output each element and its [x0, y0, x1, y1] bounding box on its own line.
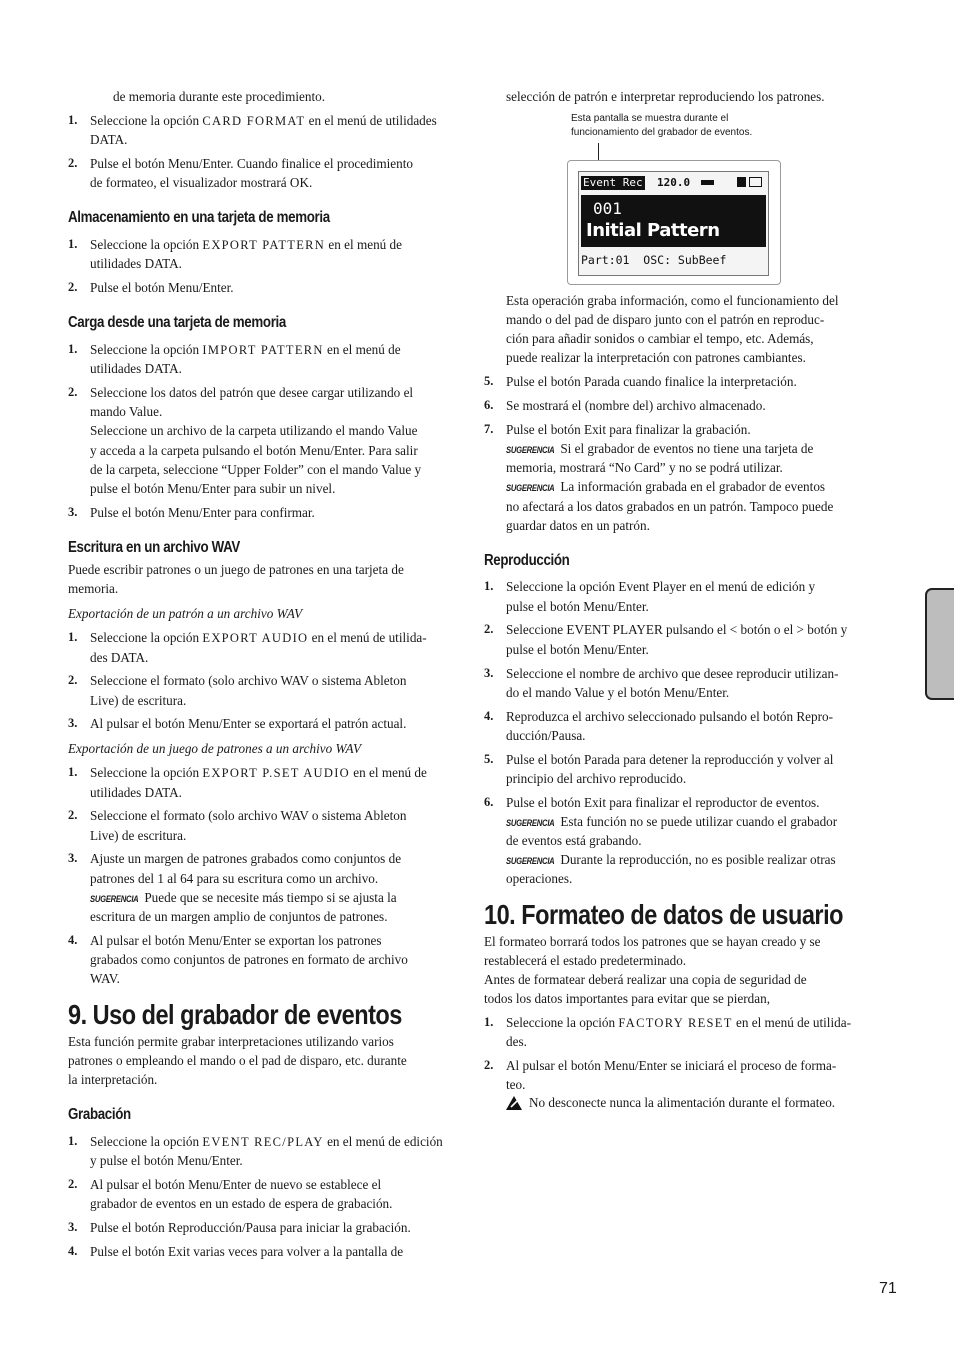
step-text: Pulse el botón Exit para finalizar la grabación.: [506, 422, 751, 437]
step-text: Se mostrará el (nombre del) archivo almacenado.: [506, 398, 766, 413]
step-number: 5.: [484, 752, 494, 766]
step-text: Seleccione el formato (solo archivo WAV o sistema Ableton: [90, 808, 407, 823]
text-line: Esta función permite grabar interpretaciones utilizando varios: [68, 1034, 394, 1049]
lcd-tempo: 120.0: [657, 176, 691, 189]
step-text: Seleccione los datos del patrón que desee cargar utilizando el: [90, 385, 414, 400]
figure-caption: Esta pantalla se muestra durante el: [571, 113, 729, 124]
heading-recording: Grabación: [68, 1106, 131, 1123]
step-text: Seleccione el formato (solo archivo WAV o sistema Ableton: [90, 673, 407, 688]
heading-save-card: Almacenamiento en una tarjeta de memoria: [68, 209, 330, 226]
lcd-mode: Event Rec: [583, 176, 643, 189]
step-text: Pulse el botón Exit varias veces para volver a la pantalla de: [90, 1244, 404, 1259]
tip-label: SUGERENCIA: [506, 818, 555, 828]
step-number: 1.: [68, 765, 78, 779]
step-text: utilidades DATA.: [90, 785, 182, 800]
step-text: Pulse el botón Menu/Enter para confirmar.: [90, 505, 315, 520]
step-text: operaciones.: [506, 871, 573, 886]
step-number: 5.: [484, 374, 494, 388]
text-line: Esta operación graba información, como el funcionamiento del: [506, 293, 839, 308]
step-number: 1.: [68, 630, 78, 644]
lcd-pattern-panel: [581, 195, 766, 247]
step-number: 7.: [484, 422, 494, 436]
step-text: pulse el botón Menu/Enter.: [506, 642, 649, 657]
lcd-part-info: Part:01 OSC: SubBeef: [581, 253, 727, 267]
step-text: Live) de escritura.: [90, 828, 187, 843]
step-text: Al pulsar el botón Menu/Enter de nuevo se establece el: [90, 1177, 382, 1192]
text-line: de memoria durante este procedimiento.: [113, 89, 326, 104]
section-title-9: 9. Uso del grabador de eventos: [68, 999, 402, 1030]
step-text: Pulse el botón Parada para detener la reproducción y volver al: [506, 752, 834, 767]
card-icon: [737, 177, 746, 187]
step-text: Pulse el botón Menu/Enter. Cuando finalice el procedimiento: [90, 156, 414, 171]
step-text: principio del archivo reproducido.: [506, 771, 687, 786]
step-number: 3.: [68, 716, 78, 730]
heading-playback: Reproducción: [484, 552, 570, 569]
step-text: y pulse el botón Menu/Enter.: [90, 1153, 243, 1168]
step-number: 1.: [484, 579, 494, 593]
step-text: Seleccione un archivo de la carpeta utilizando el mando Value: [90, 423, 418, 438]
step-text: guardar datos en un patrón.: [506, 518, 650, 533]
step-number: 6.: [484, 795, 494, 809]
step-text: memoria, mostrará “No Card” y no se podrá utilizar.: [506, 460, 783, 475]
step-text: Pulse el botón Parada cuando finalice la interpretación.: [506, 374, 797, 389]
text-line: patrones o empleando el mando o el pad de disparo, etc. durante: [68, 1053, 407, 1068]
step-text: do el mando Value y el botón Menu/Enter.: [506, 685, 730, 700]
step-number: 2.: [484, 1058, 494, 1072]
tip-line: SUGERENCIA La información grabada en el grabador de eventos: [506, 477, 825, 498]
step-text: ducción/Pausa.: [506, 728, 586, 743]
step-text: Reproduzca el archivo seleccionado pulsando el botón Repro-: [506, 709, 834, 724]
section-title-10: 10. Formateo de datos de usuario: [484, 899, 843, 930]
page-number: 71: [879, 1280, 897, 1297]
step-text: Seleccione el nombre de archivo que desee reproducir utilizan-: [506, 666, 839, 681]
step-text: des.: [506, 1034, 527, 1049]
step-text: Seleccione la opción FACTORY RESET en el menú de utilida-: [506, 1015, 851, 1030]
step-text: de formateo, el visualizador mostrará OK.: [90, 175, 313, 190]
step-text: WAV.: [90, 971, 120, 986]
step-number: 2.: [68, 808, 78, 822]
step-number: 3.: [484, 666, 494, 680]
text-line: ción para añadir sonidos o cambiar el tempo, etc. Además,: [506, 331, 814, 346]
step-text: Al pulsar el botón Menu/Enter se iniciará el proceso de forma-: [506, 1058, 837, 1073]
warning-text: No desconecte nunca la alimentación durante el formateo.: [529, 1095, 836, 1110]
lcd-screen: [578, 171, 769, 276]
step-text: DATA.: [90, 132, 128, 147]
text-line: puede realizar la interpretación con patrones cambiantes.: [506, 350, 806, 365]
step-number: 3.: [68, 505, 78, 519]
step-text: de la carpeta, seleccione “Upper Folder” con el mando Value y: [90, 462, 422, 477]
step-number: 2.: [68, 385, 78, 399]
tip-label: SUGERENCIA: [506, 483, 555, 493]
tip-line: SUGERENCIA Si el grabador de eventos no tiene una tarjeta de: [506, 439, 813, 460]
tip-line: SUGERENCIA Esta función no se puede utilizar cuando el grabador: [506, 812, 837, 833]
step-number: 2.: [484, 622, 494, 636]
step-number: 2.: [68, 1177, 78, 1191]
step-text: Seleccione la opción IMPORT PATTERN en el menú de: [90, 342, 401, 357]
text-line: selección de patrón e interpretar reproduciendo los patrones.: [506, 89, 825, 104]
step-text: Al pulsar el botón Menu/Enter se exportará el patrón actual.: [90, 716, 407, 731]
step-number: 3.: [68, 1220, 78, 1234]
step-number: 6.: [484, 398, 494, 412]
chapter-tab: [925, 588, 954, 700]
step-text: des DATA.: [90, 650, 149, 665]
step-text: escritura de un margen amplio de conjuntos de patrones.: [90, 909, 388, 924]
step-text: Pulse el botón Exit para finalizar el reproductor de eventos.: [506, 795, 820, 810]
battery-icon: [749, 177, 762, 187]
step-text: Ajuste un margen de patrones grabados como conjuntos de: [90, 851, 402, 866]
text-line: Puede escribir patrones o un juego de patrones en una tarjeta de: [68, 562, 404, 577]
step-text: Seleccione la opción Event Player en el menú de edición y: [506, 579, 816, 594]
step-number: 1.: [68, 1134, 78, 1148]
step-text: utilidades DATA.: [90, 361, 182, 376]
step-text: de eventos está grabando.: [506, 833, 642, 848]
step-text: Al pulsar el botón Menu/Enter se exportan los patrones: [90, 933, 382, 948]
tip-label: SUGERENCIA: [90, 894, 139, 904]
text-line: todos los datos importantes para evitar que se pierdan,: [484, 991, 771, 1006]
step-text: Pulse el botón Reproducción/Pausa para iniciar la grabación.: [90, 1220, 411, 1235]
step-text: no afectará a los datos grabados en un patrón. Tampoco puede: [506, 499, 834, 514]
tip-line: SUGERENCIA Puede que se necesite más tiempo si se ajusta la: [90, 888, 397, 909]
warning-icon: [506, 1096, 522, 1110]
heading-wav: Escritura en un archivo WAV: [68, 539, 240, 556]
tip-label: SUGERENCIA: [506, 856, 555, 866]
step-number: 2.: [68, 156, 78, 170]
step-text: grabados como conjuntos de patrones en formato de archivo: [90, 952, 408, 967]
step-text: Seleccione la opción CARD FORMAT en el menú de utilidades: [90, 113, 437, 128]
step-text: Seleccione la opción EXPORT AUDIO en el menú de utilida-: [90, 630, 427, 645]
step-number: 1.: [484, 1015, 494, 1029]
step-text: y acceda a la carpeta pulsando el botón Menu/Enter. Para salir: [90, 443, 418, 458]
tip-line: SUGERENCIA Durante la reproducción, no es posible realizar otras: [506, 850, 836, 871]
text-line: mando o del pad de disparo junto con el patrón en reproduc-: [506, 312, 825, 327]
subheading: Exportación de un juego de patrones a un archivo WAV: [68, 741, 362, 756]
lcd-pattern-number: 001: [593, 199, 622, 218]
step-text: pulse el botón Menu/Enter.: [506, 599, 649, 614]
tip-label: SUGERENCIA: [506, 445, 555, 455]
step-text: Seleccione la opción EXPORT PATTERN en el menú de: [90, 237, 403, 252]
text-line: El formateo borrará todos los patrones que se hayan creado y se: [484, 934, 821, 949]
step-number: 3.: [68, 851, 78, 865]
step-text: grabador de eventos en un estado de espera de grabación.: [90, 1196, 393, 1211]
step-number: 1.: [68, 342, 78, 356]
step-text: Seleccione EVENT PLAYER pulsando el < botón o el > botón y: [506, 622, 848, 637]
text-line: memoria.: [68, 581, 119, 596]
text-line: la interpretación.: [68, 1072, 158, 1087]
step-number: 4.: [68, 1244, 78, 1258]
step-text: mando Value.: [90, 404, 163, 419]
step-text: pulse el botón Menu/Enter para subir un nivel.: [90, 481, 336, 496]
lcd-level-bar: [701, 180, 714, 185]
step-number: 2.: [68, 673, 78, 687]
step-text: teo.: [506, 1077, 526, 1092]
step-text: utilidades DATA.: [90, 256, 182, 271]
step-text: Seleccione la opción EVENT REC/PLAY en el menú de edición: [90, 1134, 443, 1149]
text-line: restablecerá el estado predeterminado.: [484, 953, 687, 968]
text-line: Antes de formatear deberá realizar una copia de seguridad de: [484, 972, 807, 987]
step-number: 1.: [68, 237, 78, 251]
step-number: 1.: [68, 113, 78, 127]
step-number: 2.: [68, 280, 78, 294]
step-text: Live) de escritura.: [90, 693, 187, 708]
step-number: 4.: [484, 709, 494, 723]
step-text: Pulse el botón Menu/Enter.: [90, 280, 234, 295]
lcd-pattern-name: Initial Pattern: [586, 220, 720, 241]
heading-load-card: Carga desde una tarjeta de memoria: [68, 314, 286, 331]
step-text: Seleccione la opción EXPORT P.SET AUDIO en el menú de: [90, 765, 427, 780]
step-number: 4.: [68, 933, 78, 947]
subheading: Exportación de un patrón a un archivo WAV: [68, 606, 303, 621]
step-text: patrones del 1 al 64 para su escritura como un archivo.: [90, 871, 379, 886]
figure-caption: funcionamiento del grabador de eventos.: [571, 127, 753, 138]
